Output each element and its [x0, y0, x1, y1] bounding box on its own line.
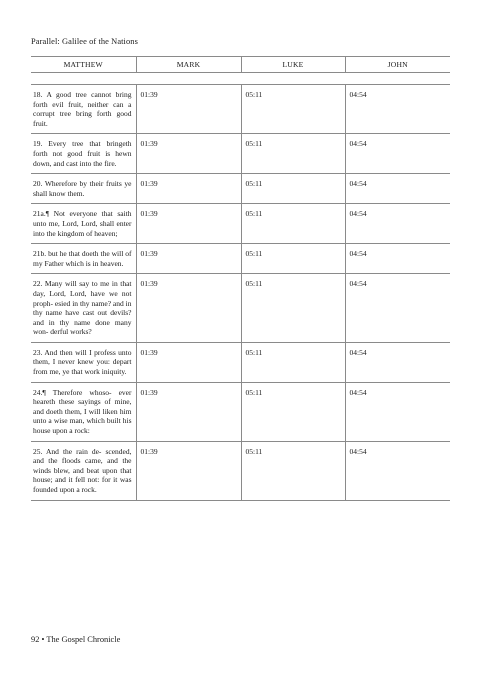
luke-ref-cell: 05:11: [241, 382, 345, 441]
mark-ref-cell: 01:39: [136, 342, 241, 382]
john-ref-cell: 04:54: [345, 174, 450, 204]
luke-ref-cell: 05:11: [241, 204, 345, 244]
verse-cell: 18. A good tree cannot bring forth evil fruit, neither can a corrupt tree bring forth good fruit.: [31, 85, 136, 134]
table-row: [31, 441, 450, 500]
header-spacer-row: [31, 73, 450, 85]
mark-ref-cell: 01:39: [136, 174, 241, 204]
verse-cell: 21a.¶ Not everyone that saith unto me, Lord, Lord, shall enter into the kingdom of heaven;: [31, 204, 136, 244]
verse-cell: 21b. but he that doeth the will of my Father which is in heaven.: [31, 244, 136, 274]
luke-ref-cell: 05:11: [241, 134, 345, 174]
john-ref-cell: 04:54: [345, 274, 450, 343]
luke-ref-cell: 05:11: [241, 274, 345, 343]
mark-ref-cell: 01:39: [136, 274, 241, 343]
john-ref-cell: 04:54: [345, 382, 450, 441]
luke-ref-cell: 05:11: [241, 244, 345, 274]
table-row: [31, 174, 450, 204]
john-ref-cell: 04:54: [345, 134, 450, 174]
luke-ref-cell: 05:11: [241, 342, 345, 382]
column-header-mark: MARK: [136, 57, 241, 73]
table-row: [31, 274, 450, 343]
verse-cell: 25. And the rain de- scended, and the floods came, and the winds blew, and beat upon that house; and it fell not: for it was founded upon a rock.: [31, 441, 136, 500]
table-row: [31, 244, 450, 274]
luke-ref-cell: 05:11: [241, 174, 345, 204]
table-row: [31, 204, 450, 244]
column-header-luke: LUKE: [241, 57, 345, 73]
verse-cell: 19. Every tree that bringeth forth not good fruit is hewn down, and cast into the fire.: [31, 134, 136, 174]
john-ref-cell: 04:54: [345, 342, 450, 382]
column-header-john: JOHN: [345, 57, 450, 73]
mark-ref-cell: 01:39: [136, 382, 241, 441]
column-header-matthew: MATTHEW: [31, 57, 136, 73]
john-ref-cell: 04:54: [345, 244, 450, 274]
table-header-row: [31, 57, 450, 73]
table-row: [31, 85, 450, 134]
john-ref-cell: 04:54: [345, 441, 450, 500]
mark-ref-cell: 01:39: [136, 204, 241, 244]
page-title: Parallel: Galilee of the Nations: [31, 37, 138, 46]
luke-ref-cell: 05:11: [241, 85, 345, 134]
table-row: [31, 342, 450, 382]
mark-ref-cell: 01:39: [136, 134, 241, 174]
table-row: [31, 382, 450, 441]
verse-cell: 24.¶ Therefore whoso- ever heareth these sayings of mine, and doeth them, I will liken him unto a wise man, which built his house upon a rock:: [31, 382, 136, 441]
mark-ref-cell: 01:39: [136, 441, 241, 500]
mark-ref-cell: 01:39: [136, 85, 241, 134]
verse-cell: 23. And then will I profess unto them, I never knew you: depart from me, ye that work iniquity.: [31, 342, 136, 382]
verse-cell: 22. Many will say to me in that day, Lord, Lord, have we not proph- esied in thy name? and in thy name have cast out devils? and in thy name done many won- derful works?: [31, 274, 136, 343]
table-row: [31, 134, 450, 174]
verse-cell: 20. Wherefore by their fruits ye shall know them.: [31, 174, 136, 204]
parallel-table: [31, 56, 450, 501]
page-footer: 92 • The Gospel Chronicle: [31, 635, 121, 644]
john-ref-cell: 04:54: [345, 204, 450, 244]
mark-ref-cell: 01:39: [136, 244, 241, 274]
luke-ref-cell: 05:11: [241, 441, 345, 500]
john-ref-cell: 04:54: [345, 85, 450, 134]
